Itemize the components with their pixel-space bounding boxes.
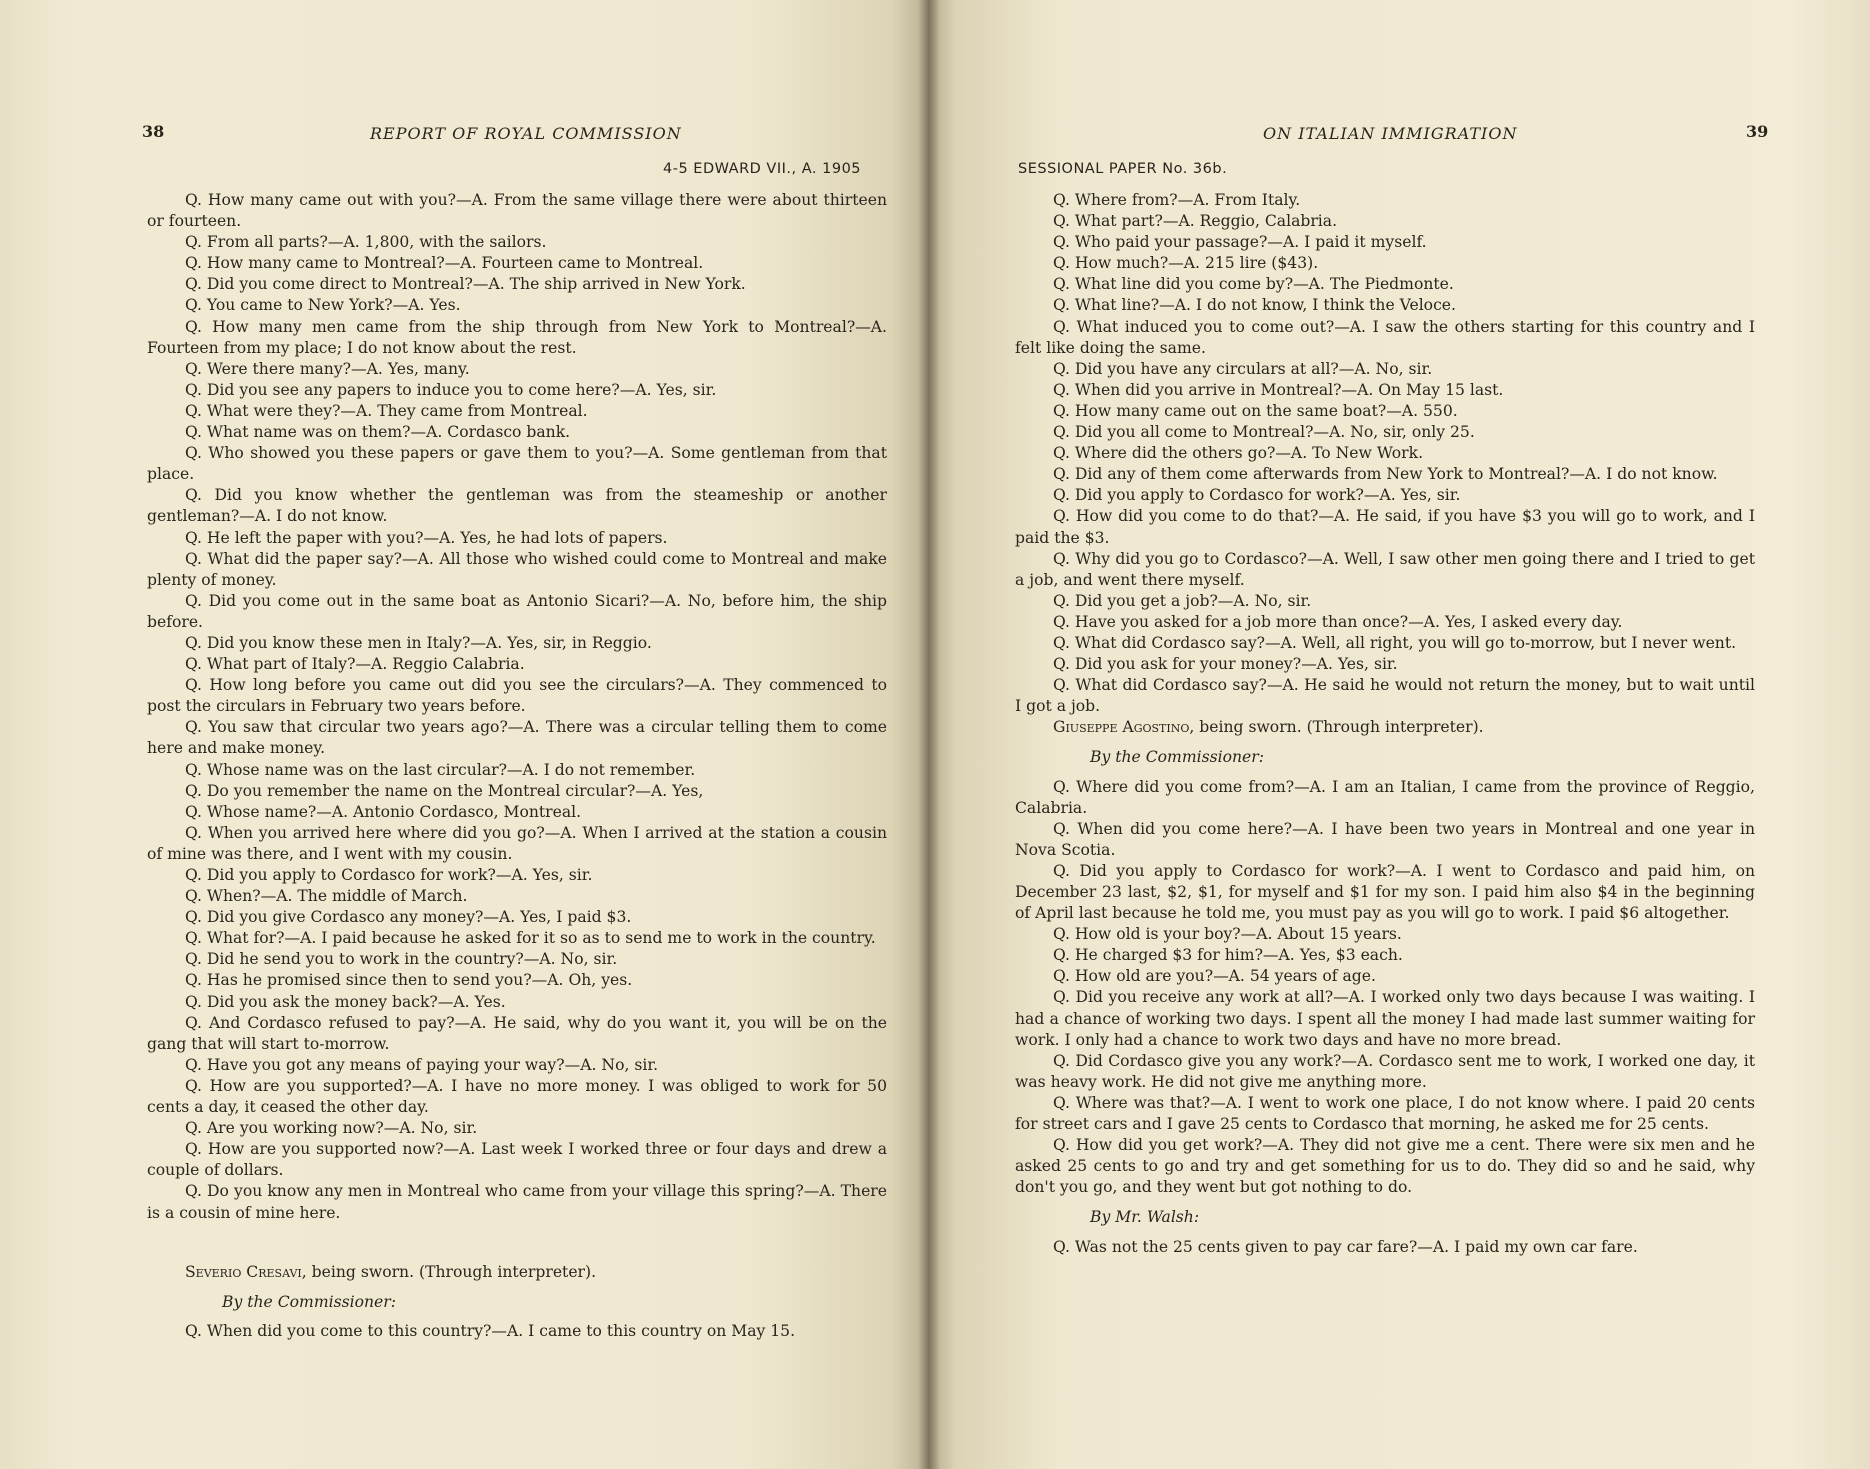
testimony-paragraph: Q. Do you know any men in Montreal who came from your village this spring?—A. There is a cousin of mine here.	[147, 1182, 887, 1222]
testimony-paragraph: Q. Whose name?—A. Antonio Cordasco, Montreal.	[185, 802, 582, 821]
testimony-paragraph: Q. When?—A. The middle of March.	[185, 887, 468, 906]
testimony-paragraph: Q. Did you ask for your money?—A. Yes, sir.	[1053, 655, 1398, 674]
testimony-paragraph: Q. Who paid your passage?—A. I paid it myself.	[1053, 233, 1427, 252]
testimony-paragraph: Q. How did you come to do that?—A. He said, if you have $3 you will go to work, and I paid the $3.	[1015, 507, 1755, 547]
examiner-heading: By the Commissioner:	[222, 1292, 396, 1311]
testimony-paragraph: Q. How many men came from the ship through from New York to Montreal?—A. Fourteen from my place; I do not know about the rest.	[147, 317, 887, 357]
testimony-paragraph: Q. What part of Italy?—A. Reggio Calabria.	[185, 655, 525, 674]
testimony-paragraph: Q. What induced you to come out?—A. I saw the others starting for this country and I felt like doing the same.	[1015, 317, 1755, 357]
testimony-paragraph: Q. Did you come direct to Montreal?—A. The ship arrived in New York.	[185, 275, 746, 294]
testimony-paragraph: Q. Do you remember the name on the Montreal circular?—A. Yes,	[185, 781, 704, 800]
testimony-paragraph: Q. Did you all come to Montreal?—A. No, sir, only 25.	[1053, 423, 1475, 442]
running-head: REPORT OF ROYAL COMMISSION	[370, 124, 682, 143]
testimony-paragraph: Q. What did Cordasco say?—A. Well, all right, you will go to-morrow, but I never went.	[1053, 633, 1737, 652]
testimony-paragraph: Q. Have you asked for a job more than once?—A. Yes, I asked every day.	[1053, 612, 1623, 631]
examiner-heading-2: By Mr. Walsh:	[1090, 1208, 1200, 1227]
right-paragraphs	[1015, 190, 1755, 717]
testimony-paragraph: Q. How many came to Montreal?—A. Fourteen came to Montreal.	[185, 254, 704, 273]
testimony-paragraph: Q. Were there many?—A. Yes, many.	[185, 359, 470, 378]
testimony-paragraph: Q. Did you apply to Cordasco for work?—A. Yes, sir.	[185, 866, 593, 884]
testimony-paragraph: Q. Has he promised since then to send you?—A. Oh, yes.	[185, 971, 633, 990]
testimony-paragraph: Q. How are you supported now?—A. Last week I worked three or four days and drew a couple of dollars.	[147, 1140, 887, 1180]
final-paragraph: Q. When did you come to this country?—A. I came to this country on May 15.	[185, 1321, 796, 1340]
testimony-paragraph: Q. Did you give Cordasco any money?—A. Yes, I paid $3.	[185, 908, 632, 927]
testimony-paragraph: Q. How old is your boy?—A. About 15 years.	[1053, 925, 1402, 944]
testimony-paragraph: Q. When did you arrive in Montreal?—A. On May 15 last.	[1053, 380, 1504, 399]
testimony-paragraph: Q. He charged $3 for him?—A. Yes, $3 each.	[1053, 946, 1403, 965]
left-body-text	[147, 190, 887, 1342]
testimony-paragraph: Q. Did you know these men in Italy?—A. Yes, sir, in Reggio.	[185, 633, 652, 652]
testimony-paragraph: Q. Where did you come from?—A. I am an Italian, I came from the province of Reggio, Calabria.	[1015, 777, 1755, 817]
testimony-paragraph: Q. What for?—A. I paid because he asked for it so as to send me to work in the country.	[185, 929, 876, 948]
testimony-paragraph: Q. Did you apply to Cordasco for work?—A. Yes, sir.	[1053, 486, 1461, 505]
testimony-paragraph: Q. You came to New York?—A. Yes.	[185, 296, 461, 315]
testimony-paragraph: Q. Did you have any circulars at all?—A. No, sir.	[1053, 359, 1433, 378]
testimony-paragraph: Q. Did he send you to work in the country?—A. No, sir.	[185, 950, 618, 969]
testimony-paragraph: Q. And Cordasco refused to pay?—A. He said, why do you want it, you will be on the gang that will start to-morrow.	[147, 1013, 887, 1053]
testimony-paragraph: Q. How did you get work?—A. They did not give me a cent. There were six men and he asked 25 cents to go and try and get something for us to do. They did so and he said, why don't you go, and they went but got nothing to do.	[1015, 1136, 1755, 1197]
left-paragraphs	[147, 190, 887, 1224]
witness-name: Severio Cresavi	[185, 1262, 302, 1281]
testimony-paragraph: Q. Where was that?—A. I went to work one place, I do not know where. I paid 20 cents for street cars and I gave 25 cents to Cordasco that morning, he asked me for 25 cents.	[1015, 1093, 1755, 1134]
testimony-paragraph: Q. Did you apply to Cordasco for work?—A. I went to Cordasco and paid him, on December 23 last, $2, $1, for myself and $1 for my son. I paid him also $4 in the beginning of April last because he told me, you must pay as you will go to work. I paid $6 altogether.	[1015, 861, 1755, 923]
testimony-paragraph: Q. How are you supported?—A. I have no more money. I was obliged to work for 50 cents a day, it ceased the other day.	[147, 1076, 887, 1117]
testimony-paragraph: Q. What line?—A. I do not know, I think the Veloce.	[1053, 296, 1456, 315]
testimony-paragraph: Q. Did you get a job?—A. No, sir.	[1053, 591, 1312, 610]
testimony-paragraph: Q. What did the paper say?—A. All those who wished could come to Montreal and make plenty of money.	[147, 549, 887, 589]
testimony-paragraph: Q. What line did you come by?—A. The Piedmonte.	[1053, 275, 1454, 294]
testimony-paragraph: Q. Did you know whether the gentleman was from the steameship or another gentleman?—A. I do not know.	[147, 486, 887, 526]
testimony-paragraph: Q. How much?—A. 215 lire ($43).	[1053, 254, 1319, 273]
witness-heading	[147, 1262, 887, 1283]
testimony-paragraph: Q. How old are you?—A. 54 years of age.	[1053, 967, 1376, 986]
testimony-paragraph: Q. Did you receive any work at all?—A. I worked only two days because I was waiting. I had a chance of working two days. I spent all the money I had made last summer waiting for work. I only had a chance to work two days and have no more bread.	[1015, 988, 1755, 1049]
left-page	[0, 0, 928, 1469]
right-body-text	[1015, 190, 1755, 1258]
testimony-paragraph: Q. What part?—A. Reggio, Calabria.	[1053, 212, 1338, 231]
page-number: 38	[142, 122, 165, 141]
testimony-paragraph: Q. When did you come here?—A. I have been two years in Montreal and one year in Nova Scotia.	[1015, 819, 1755, 859]
examiner-heading: By the Commissioner:	[1090, 748, 1264, 767]
testimony-paragraph: Q. Did Cordasco give you any work?—A. Cordasco sent me to work, I worked one day, it was heavy work. He did not give me anything more.	[1015, 1051, 1755, 1091]
testimony-paragraph: Q. Did any of them come afterwards from New York to Montreal?—A. I do not know.	[1053, 465, 1718, 484]
testimony-paragraph: Q. What did Cordasco say?—A. He said he would not return the money, but to wait until I got a job.	[1015, 676, 1755, 716]
book-gutter	[918, 0, 940, 1469]
testimony-paragraph: Q. When you arrived here where did you go?—A. When I arrived at the station a cousin of mine was there, and I went with my cousin.	[147, 823, 887, 863]
running-head: ON ITALIAN IMMIGRATION	[1263, 124, 1518, 143]
testimony-paragraph: Q. Who showed you these papers or gave them to you?—A. Some gentleman from that place.	[147, 444, 887, 484]
testimony-paragraph: Q. How long before you came out did you see the circulars?—A. They commenced to post the circulars in February two years before.	[147, 676, 887, 716]
testimony-paragraph: Q. Where did the others go?—A. To New Work.	[1053, 444, 1424, 463]
testimony-paragraph: Q. He left the paper with you?—A. Yes, he had lots of papers.	[185, 528, 668, 547]
final-paragraph: Q. Was not the 25 cents given to pay car fare?—A. I paid my own car fare.	[1053, 1237, 1638, 1256]
testimony-paragraph: Q. Are you working now?—A. No, sir.	[185, 1119, 478, 1138]
witness-heading	[1015, 717, 1755, 738]
testimony-paragraph: Q. Where from?—A. From Italy.	[1053, 191, 1301, 209]
witness-name: Giuseppe Agostino	[1053, 718, 1190, 737]
testimony-paragraph: Q. Did you ask the money back?—A. Yes.	[185, 992, 506, 1011]
testimony-paragraph: Q. How many came out with you?—A. From the same village there were about thirteen or fourteen.	[147, 191, 887, 231]
testimony-paragraph: Q. What name was on them?—A. Cordasco bank.	[185, 423, 571, 442]
witness-rest: , being sworn. (Through interpreter).	[301, 1262, 597, 1281]
testimony-paragraph: Q. You saw that circular two years ago?—A. There was a circular telling them to come here and make money.	[147, 718, 887, 758]
testimony-paragraph: Q. Did you come out in the same boat as Antonio Sicari?—A. No, before him, the ship before.	[147, 591, 887, 631]
session-label: 4-5 EDWARD VII., A. 1905	[663, 161, 862, 177]
page-number: 39	[1746, 122, 1769, 141]
testimony-paragraph: Q. Have you got any means of paying your way?—A. No, sir.	[185, 1055, 659, 1074]
testimony-paragraph: Q. Why did you go to Cordasco?—A. Well, I saw other men going there and I tried to get a job, and went there myself.	[1015, 549, 1755, 589]
testimony-paragraph: Q. Did you see any papers to induce you to come here?—A. Yes, sir.	[185, 380, 717, 399]
right-paragraphs-2	[1015, 777, 1755, 1199]
testimony-paragraph: Q. Whose name was on the last circular?—A. I do not remember.	[185, 760, 696, 779]
session-label: SESSIONAL PAPER No. 36b.	[1018, 161, 1228, 177]
witness-rest: , being sworn. (Through interpreter).	[1189, 718, 1484, 737]
testimony-paragraph: Q. From all parts?—A. 1,800, with the sailors.	[185, 233, 547, 252]
testimony-paragraph: Q. How many came out on the same boat?—A. 550.	[1053, 401, 1458, 420]
testimony-paragraph: Q. What were they?—A. They came from Montreal.	[185, 401, 588, 420]
